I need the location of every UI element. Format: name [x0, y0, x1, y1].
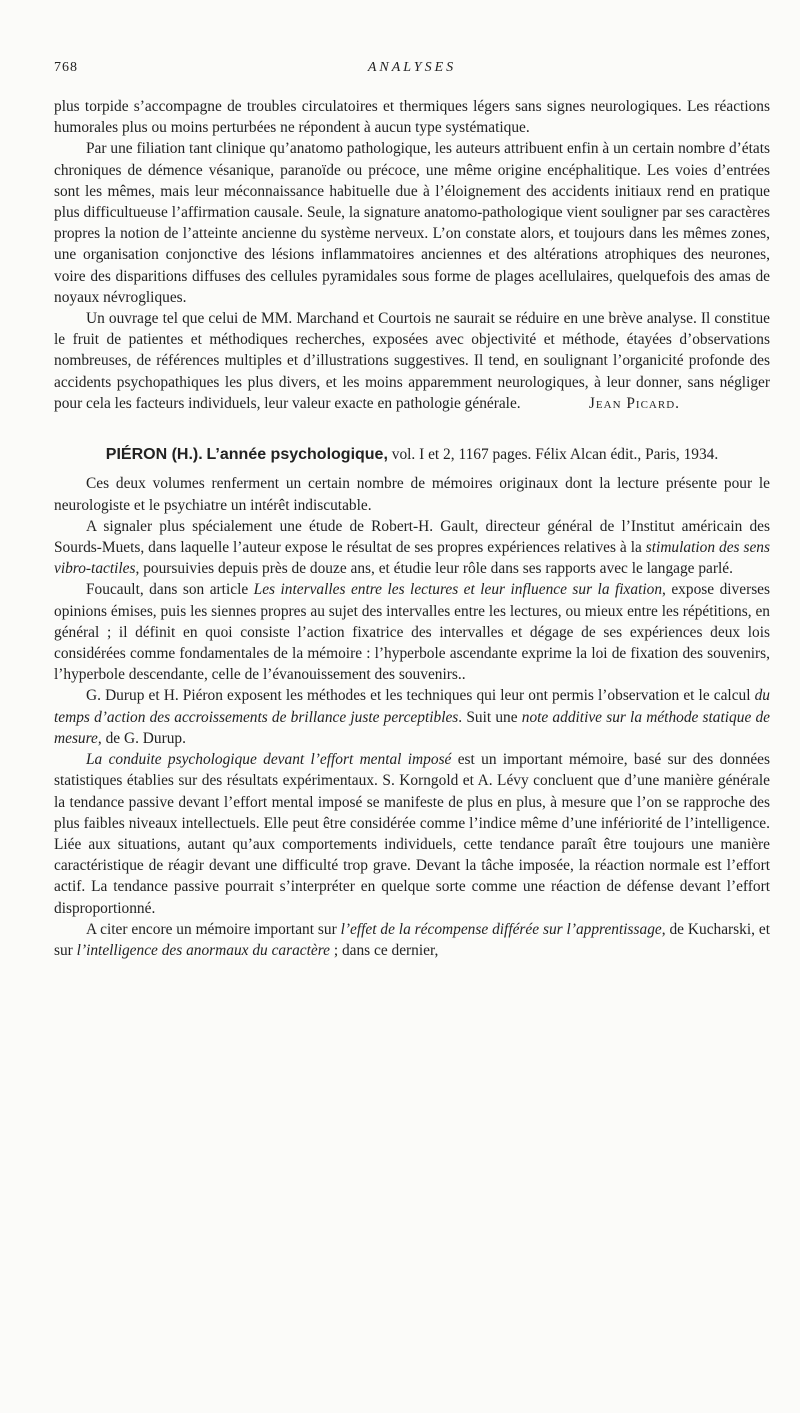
paragraph: A citer encore un mémoire important sur l’effet de la récompense différée sur l’apprentissage, de Kucharski, et sur l’intelligence des anormaux du caractère ; dans ce dernier,: [54, 920, 770, 959]
section-title: ANALYSES: [367, 60, 457, 75]
paragraph: A signaler plus spécialement une étude de Robert-H. Gault, directeur général de l’Institut américain des Sourds-Muets, dans laquelle l’auteur expose le résultat de ses propres expériences relatives à la stimulation des sens vibro-tactiles, poursuivies depuis près de douze ans, et étudie leur rôle dans ses rapports avec le langage parlé.: [54, 517, 770, 578]
paragraph: plus torpide s’accompagne de troubles circulatoires et thermiques légers sans signes neurologiques. Les réactions humorales plus ou moins perturbées ne répondent à aucun type systématique.: [54, 98, 770, 137]
review-heading: [54, 444, 770, 465]
paragraph: Par une filiation tant clinique qu’anatomo pathologique, les auteurs attribuent enfin à un certain nombre d’états chroniques de démence vésanique, paranoïde ou précoce, une même origine encéphalitique. Les voies d’entrées sont les mêmes, mais leur méconnaissance habituelle due à l’éloignement des accidents initiaux rend en pratique plus difficultueuse l’affirmation causale. Seule, la signature anatomo-pathologique vient souligner par ses caractères propres la notion de l’atteinte ancienne du système nerveux. L’on constate alors, et toujours dans les mêmes zones, une organisation conjonctive des lésions inflammatoires anciennes et des altérations atrophiques des neurones, voire des disparitions diffuses des cellules pyramidales sous forme de plages acellulaires, quelquefois des amas de noyaux névrogliques.: [54, 140, 770, 306]
page-number: 768: [54, 60, 78, 75]
paragraph: Foucault, dans son article Les intervalles entre les lectures et leur influence sur la fixation, expose diverses opinions émises, puis les siennes propres au sujet des intervalles entre les lectures, ou mieux entre les répétitions, en général ; il définit en quoi consiste l’action fixatrice des intervalles et dégage de ses expériences deux lois considérées comme fondamentales de la mémoire : l’hyperbole ascendante exprime la loi de fixation des souvenirs, l’hyperbole descendante, celle de l’évanouissement des souvenirs..: [54, 581, 771, 684]
reviewer-signature: Jean Picard.: [588, 395, 680, 413]
review-title: L’année psychologique,: [206, 446, 388, 464]
paragraph: Un ouvrage tel que celui de MM. Marchand et Courtois ne saurait se réduire en une brève analyse. Il constitue le fruit de patientes et méthodiques recherches, exposées avec objectivité et méthode, étayées d’observations nombreuses, de références multiples et d’illustrations suggestives. Il tend, en soulignant l’organicité profonde des accidents psychopathiques les plus divers, et les moins apparemment neurologiques, à leur donner, sans négliger pour cela les facteurs individuels, leur valeur exacte en pathologie générale.: [54, 310, 770, 412]
paragraph: La conduite psychologique devant l’effort mental imposé est un important mémoire, basé sur des données statistiques établies sur des résultats expérimentaux. S. Korngold et A. Lévy concluent que d’une manière générale la tendance passive devant l’effort mental imposé se manifeste de plus en plus, à mesure que l’on se rapproche des plus faibles niveaux intellectuels. Elle peut être considérée comme l’indice même d’une infériorité de l’intelligence. Liée aux situations, autant qu’aux comportements individuels, cette tendance paraît être toujours une manière caractéristique de réagir devant une difficulté trop grave. Devant la tâche imposée, la réaction normale est l’effort actif. La tendance passive pourrait s’interpréter en quelque sorte comme une réaction de défense devant l’effort disproportionné.: [54, 751, 771, 917]
paragraph: G. Durup et H. Piéron exposent les méthodes et les techniques qui leur ont permis l’observation et le calcul du temps d’action des accroissements de brillance juste perceptibles. Suit une note additive sur la méthode statique de mesure, de G. Durup.: [54, 687, 770, 747]
paragraph: Ces deux volumes renferment un certain nombre de mémoires originaux dont la lecture présente pour le neurologiste et le psychiatre un intérêt indiscutable.: [54, 475, 770, 514]
review-citation: vol. I et 2, 1167 pages. Félix Alcan édit., Paris, 1934.: [391, 446, 719, 464]
body-text: [54, 96, 770, 961]
review-author: PIÉRON (H.).: [105, 446, 203, 464]
running-head: [54, 60, 770, 84]
